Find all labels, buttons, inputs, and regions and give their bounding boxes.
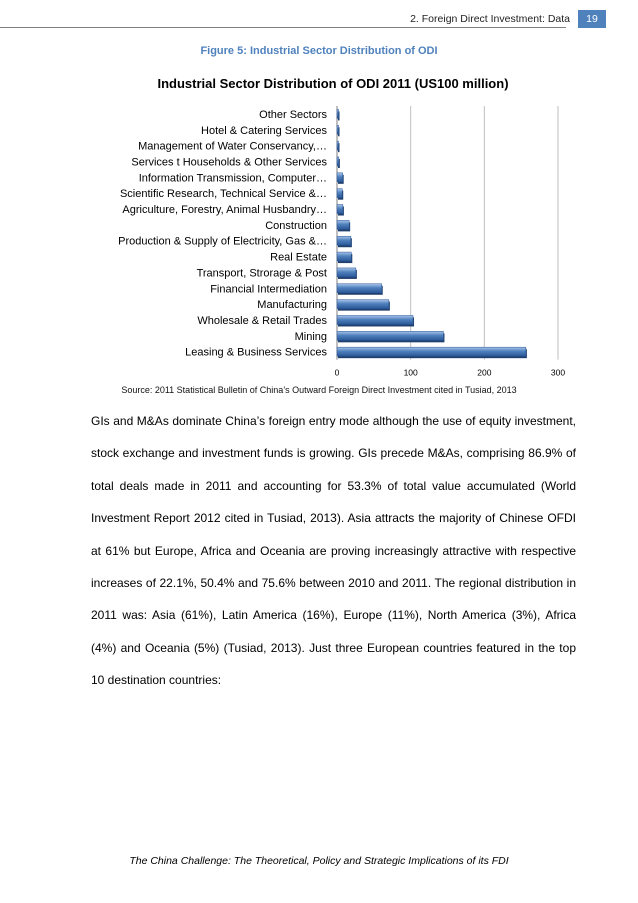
- x-tick-label: 300: [550, 367, 566, 378]
- category-label: Financial Intermediation: [210, 283, 327, 296]
- bar: [337, 268, 356, 277]
- category-label: Production & Supply of Electricity, Gas &…: [118, 235, 327, 248]
- category-label: Leasing & Business Services: [185, 346, 327, 359]
- x-tick-label: 100: [403, 367, 418, 378]
- x-tick-label: 200: [477, 367, 492, 378]
- category-label: Construction: [265, 219, 327, 232]
- chart-title: Industrial Sector Distribution of ODI 2011 (US100 million): [157, 76, 509, 91]
- category-label: Agriculture, Forestry, Animal Husbandry…: [122, 204, 327, 217]
- category-label: Wholesale & Retail Trades: [197, 314, 327, 327]
- category-label: Other Sectors: [259, 108, 327, 121]
- bar: [337, 157, 339, 166]
- bar: [337, 300, 389, 309]
- chart-bars: [337, 109, 527, 358]
- x-tick-labels: [335, 368, 566, 378]
- section-title: 2. Foreign Direct Investment: Data: [410, 13, 570, 25]
- category-label: Management of Water Conservancy,…: [138, 140, 327, 153]
- bar: [337, 220, 349, 229]
- figure-caption: Figure 5: Industrial Sector Distribution of ODI: [200, 45, 438, 57]
- industrial-sector-bar-chart: [0, 70, 638, 380]
- bar: [337, 252, 351, 261]
- bar: [337, 236, 351, 245]
- category-label: Transport, Strorage & Post: [196, 267, 327, 280]
- bar: [337, 125, 339, 134]
- body-paragraph: GIs and M&As dominate China’s foreign entry mode although the use of equity investment, stock exchange and investment funds is growing. GIs precede M&As, comprising 86.9% of total deals made in 2011 and accounting for 53.3% of total value accumulated (World Investment Report 2012 cited in Tusiad, 2013). Asia attracts the majority of Chinese OFDI at 61% but Europe, Africa and Oceania are proving increasingly attractive with respective increases of 22.1%, 50.4% and 75.6% between 2010 and 2011. The regional distribution in 2011 was: Asia (61%), Latin America (16%), Europe (11%), North America (3%), Africa (4%) and Oceania (5%) (Tusiad, 2013). Just three European countries featured in the top 10 destination countries:: [91, 414, 576, 688]
- bar: [337, 109, 339, 118]
- page-number-badge: 19: [578, 10, 606, 28]
- figure-source: Source: 2011 Statistical Bulletin of China’s Outward Foreign Direct Investment cited in Tusiad, 2013: [121, 385, 517, 395]
- x-tick-label: 0: [334, 367, 340, 378]
- bar: [337, 189, 342, 198]
- bar: [337, 284, 382, 293]
- page-header: [0, 10, 638, 28]
- bar: [337, 173, 343, 182]
- category-label: Services t Households & Other Services: [131, 156, 327, 169]
- category-label: Hotel & Catering Services: [201, 124, 327, 137]
- bar: [337, 347, 526, 356]
- page-footer: The China Challenge: The Theoretical, Policy and Strategic Implications of its FDI: [129, 855, 509, 867]
- category-label: Mining: [294, 330, 327, 343]
- bar: [337, 141, 339, 150]
- bar: [337, 315, 413, 324]
- header-rule: [0, 27, 566, 28]
- category-label: Information Transmission, Computer…: [138, 172, 327, 185]
- category-label: Scientific Research, Technical Service &…: [119, 188, 327, 201]
- bar: [337, 331, 443, 340]
- category-label: Manufacturing: [257, 299, 327, 312]
- category-label: Real Estate: [270, 251, 327, 264]
- category-labels: [118, 109, 327, 359]
- bar: [337, 205, 343, 214]
